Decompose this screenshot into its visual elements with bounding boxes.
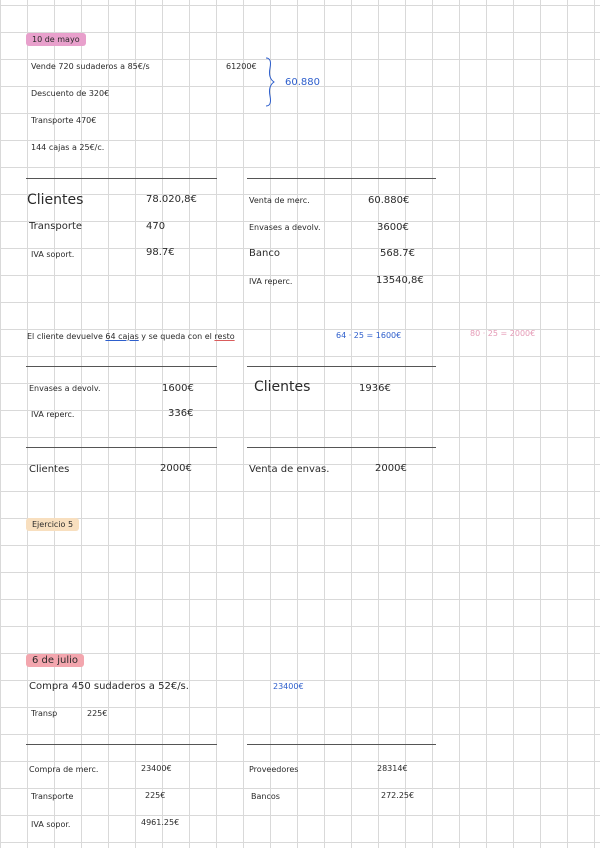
note-line-transp: Transp bbox=[31, 709, 58, 718]
credit-account: Envases a devolv. bbox=[249, 223, 321, 232]
credit-amount: 568.7€ bbox=[380, 248, 415, 259]
credit-amount: 3600€ bbox=[377, 222, 409, 233]
net-total: 60.880 bbox=[285, 77, 320, 88]
debit-amount: 23400€ bbox=[141, 764, 172, 773]
debit-account: Transporte bbox=[31, 792, 74, 801]
note-line-transport: Transporte 470€ bbox=[31, 116, 97, 125]
debit-amount: 336€ bbox=[168, 408, 194, 419]
purchase-amount: 23400€ bbox=[273, 682, 304, 691]
note-line-purchase: Compra 450 sudaderos a 52€/s. bbox=[29, 681, 189, 692]
credit-amount: 60.880€ bbox=[368, 195, 410, 206]
journal-divider-2a bbox=[26, 366, 217, 367]
date-tag-july: 6 de julio bbox=[26, 654, 84, 667]
credit-amount: 28314€ bbox=[377, 764, 408, 773]
journal-divider-4a bbox=[26, 744, 217, 745]
debit-amount: 78.020,8€ bbox=[146, 194, 197, 205]
note-line-transp-value: 225€ bbox=[87, 709, 108, 718]
journal-divider-3a bbox=[26, 447, 217, 448]
journal-divider-2b bbox=[247, 366, 436, 367]
credit-amount: 13540,8€ bbox=[376, 275, 424, 286]
debit-amount: 4961.25€ bbox=[141, 818, 180, 827]
note-line-sale: Vende 720 sudaderos a 85€/s bbox=[31, 62, 150, 71]
debit-amount: 1600€ bbox=[162, 383, 194, 394]
return-note-boxes: 64 cajas bbox=[105, 332, 139, 341]
journal-divider-1b bbox=[247, 178, 436, 179]
note-line-discount: Descuento de 320€ bbox=[31, 89, 110, 98]
debit-account: IVA reperc. bbox=[31, 410, 75, 419]
sale-amount: 61200€ bbox=[226, 62, 257, 71]
return-calc: 64 · 25 = 1600€ bbox=[336, 331, 402, 340]
note-line-boxes: 144 cajas a 25€/c. bbox=[31, 143, 105, 152]
credit-account: Clientes bbox=[254, 379, 311, 395]
date-tag-may: 10 de mayo bbox=[26, 33, 86, 46]
return-note-rest: resto bbox=[214, 332, 235, 341]
return-note-c: y se queda con el bbox=[141, 332, 212, 341]
credit-account: Venta de merc. bbox=[249, 196, 310, 205]
debit-account: Clientes bbox=[27, 192, 84, 208]
exercise-tag: Ejercicio 5 bbox=[26, 518, 79, 531]
return-note bbox=[27, 332, 235, 341]
credit-account: Banco bbox=[249, 248, 280, 259]
debit-amount: 98.7€ bbox=[146, 247, 175, 258]
debit-account: IVA sopor. bbox=[31, 820, 71, 829]
journal-divider-4b bbox=[247, 744, 436, 745]
brace-icon bbox=[262, 56, 278, 108]
debit-account: Compra de merc. bbox=[29, 765, 99, 774]
debit-amount: 2000€ bbox=[160, 463, 192, 474]
debit-account: Clientes bbox=[29, 464, 70, 475]
debit-amount: 225€ bbox=[145, 791, 166, 800]
journal-divider-1a bbox=[26, 178, 217, 179]
credit-account: Venta de envas. bbox=[249, 464, 330, 475]
credit-amount: 1936€ bbox=[359, 383, 391, 394]
return-note-a: El cliente devuelve bbox=[27, 332, 103, 341]
debit-account: Transporte bbox=[29, 221, 83, 232]
debit-account: Envases a devolv. bbox=[29, 384, 101, 393]
kept-calc: 80 · 25 = 2000€ bbox=[470, 329, 536, 338]
debit-amount: 470 bbox=[146, 221, 166, 232]
credit-amount: 2000€ bbox=[375, 463, 407, 474]
credit-account: Proveedores bbox=[249, 765, 299, 774]
credit-amount: 272.25€ bbox=[381, 791, 415, 800]
journal-divider-3b bbox=[247, 447, 436, 448]
debit-account: IVA soport. bbox=[31, 250, 75, 259]
credit-account: Bancos bbox=[251, 792, 280, 801]
credit-account: IVA reperc. bbox=[249, 277, 293, 286]
